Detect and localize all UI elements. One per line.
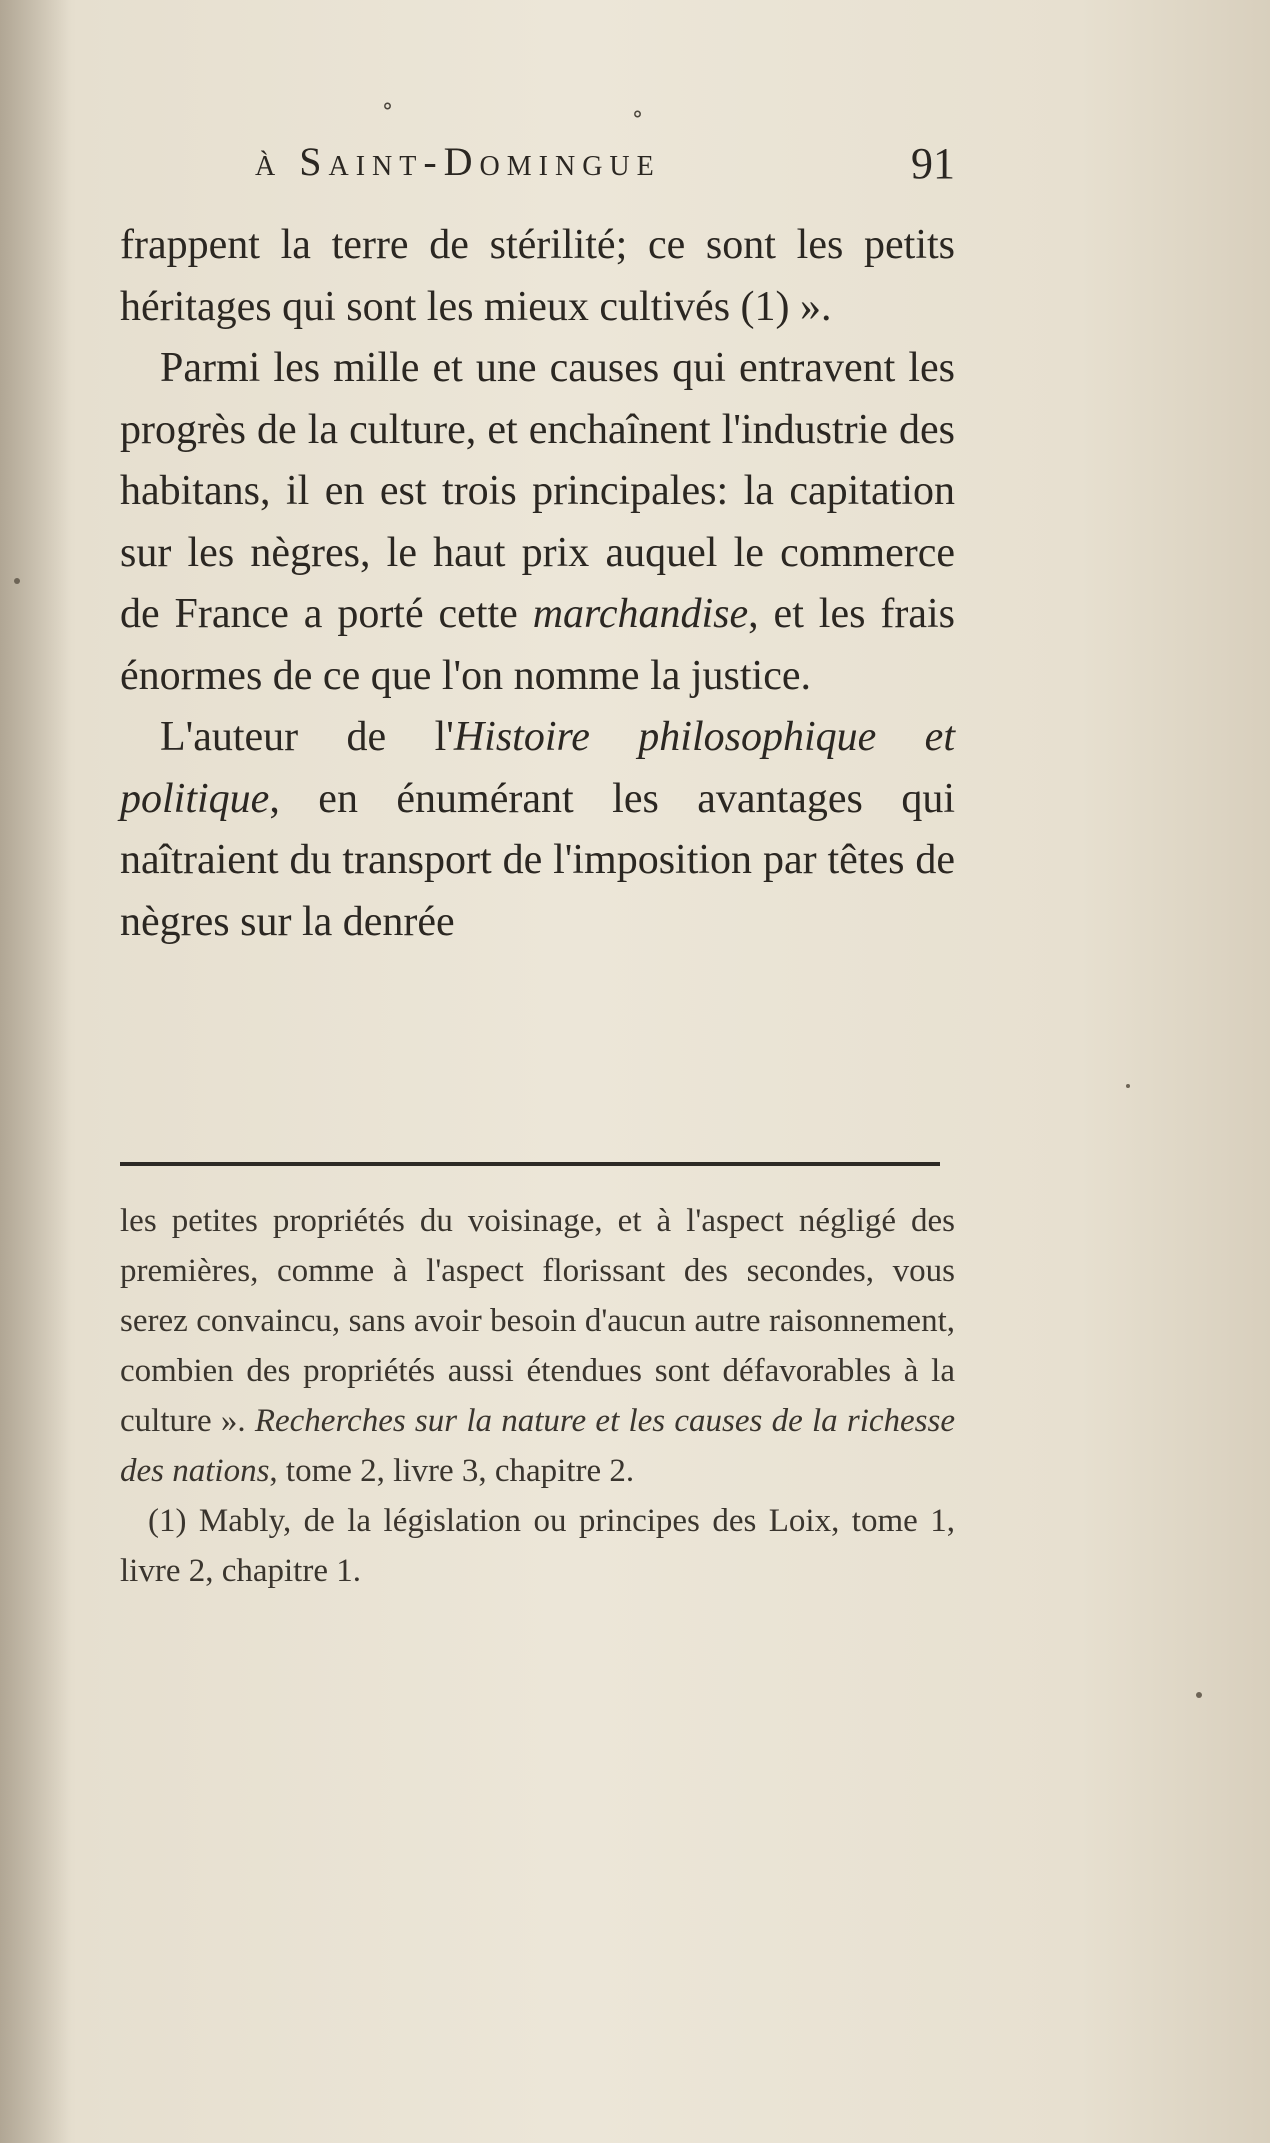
running-title: à Saint-Domingue: [255, 139, 661, 184]
footnote-continued-end: , tome 2, livre 3, chapitre 2.: [269, 1453, 635, 1489]
paragraph-2: [120, 338, 955, 707]
paragraph-3: [120, 707, 955, 953]
paper-speck: [14, 578, 20, 584]
paragraph-3-text: L'auteur de l': [160, 714, 454, 760]
page-number: 91: [911, 139, 955, 188]
paper-speck: [1126, 1084, 1130, 1088]
main-text: [120, 215, 955, 953]
paper-speck: [1196, 1692, 1202, 1698]
footnote-continued-text: les petites propriétés du voisinage, et à l'aspect négligé des premières, comme à l'aspect florissant des secondes, vous serez convaincu, sans avoir besoin d'aucun autre raisonnement, combien des propriétés aussi étendues sont défavorables à la culture ».: [120, 1203, 955, 1439]
footnote-continued: [120, 1196, 955, 1496]
footnote-rule: [120, 1162, 940, 1166]
paragraph-3-end: , en énumérant les avantages qui naîtraient du transport de l'imposition par têtes de nègres sur la denrée: [120, 775, 955, 945]
paragraph-2-italic: marchandise: [532, 591, 749, 637]
ornament-left: °: [382, 100, 393, 125]
paragraph-2-end: , et les frais énormes de ce que l'on nomme la justice.: [120, 591, 955, 699]
ornament-right: °: [632, 108, 643, 133]
paragraph-3-italic: Histoire philosophique et politique: [120, 714, 955, 822]
footnote-1: (1) Mably, de la législation ou principes des Loix, tome 1, livre 2, chapitre 1.: [120, 1503, 955, 1589]
spine-shadow: [0, 0, 70, 2143]
footnote-continued-italic: Recherches sur la nature et les causes de la richesse des nations: [120, 1403, 955, 1489]
footnotes: [120, 1196, 955, 1596]
page-header: [255, 138, 955, 198]
paragraph-2-text: Parmi les mille et une causes qui entravent les progrès de la culture, et enchaînent l'industrie des habitans, il en est trois principales: la capitation sur les nègres, le haut prix auquel le commerce de France a porté cette: [120, 345, 955, 637]
paragraph-1: frappent la terre de stérilité; ce sont les petits héritages qui sont les mieux cultivés (1) ».: [120, 222, 955, 330]
